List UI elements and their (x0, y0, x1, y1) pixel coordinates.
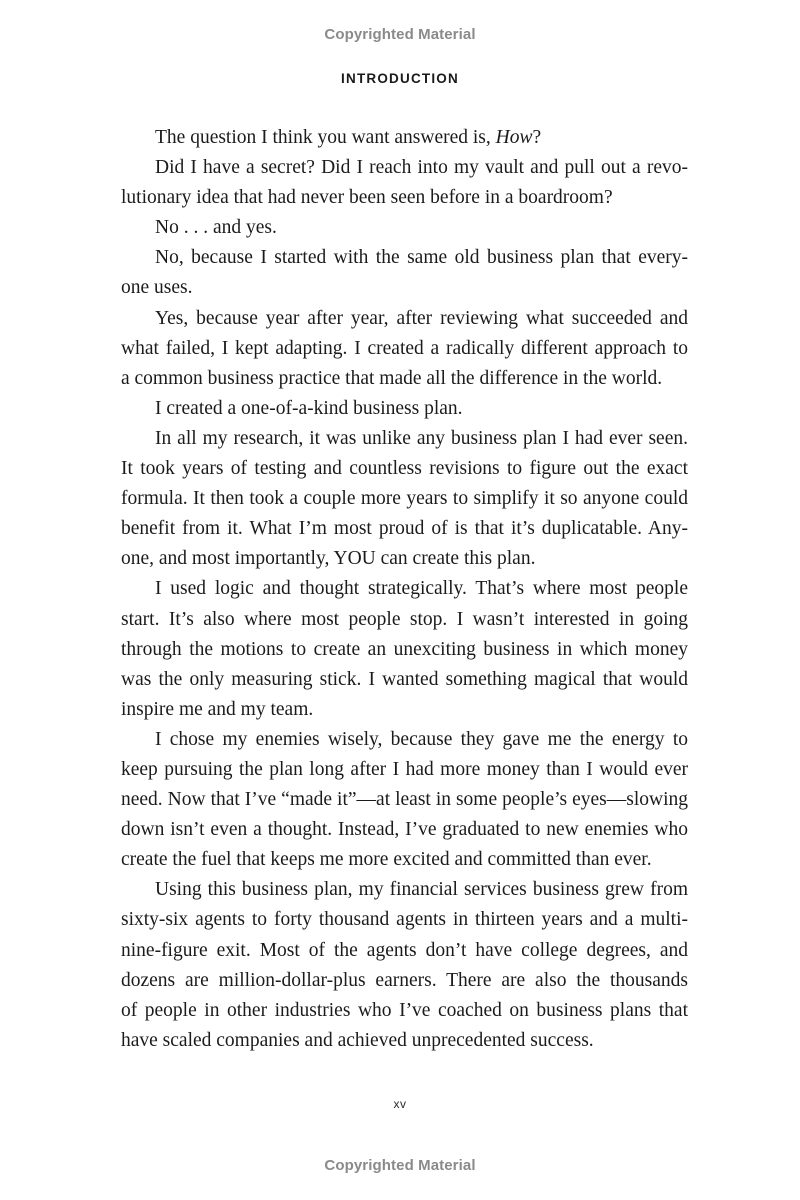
text-line: create the fuel that keeps me more excited and committed than ever. (121, 849, 652, 871)
text-line: one, and most importantly, YOU can create this plan. (121, 548, 536, 570)
paragraph (121, 574, 688, 724)
text-line: Yes, because year after year, after reviewing what succeeded and (155, 307, 688, 329)
paragraph (121, 424, 688, 574)
paragraph (121, 243, 688, 303)
paragraph (121, 123, 688, 153)
text-line: was the only measuring stick. I wanted something magical that would (121, 668, 688, 690)
text-line: have scaled companies and achieved unprecedented success. (121, 1029, 594, 1051)
paragraph (121, 304, 688, 394)
text-line: The question I think you want answered is, How? (155, 127, 542, 148)
text-line: what failed, I kept adapting. I created a radically different approach to (121, 337, 688, 359)
text-line: dozens are million-dollar-plus earners. There are also the thousands (121, 969, 688, 991)
text-line: down isn’t even a thought. Instead, I’ve graduated to new enemies who (121, 819, 688, 841)
text-line: one uses. (121, 277, 193, 299)
text-line: of people in other industries who I’ve coached on business plans that (121, 999, 688, 1021)
text-line: No . . . and yes. (155, 217, 277, 239)
text-line: benefit from it. What I’m most proud of is that it’s duplicatable. Any- (121, 518, 688, 540)
text-line: I chose my enemies wisely, because they gave me the energy to (155, 728, 688, 750)
paragraph (121, 394, 688, 424)
emphasis-text: How (495, 127, 533, 148)
text-line: No, because I started with the same old business plan that every- (155, 247, 688, 269)
page-number: xv (393, 1097, 407, 1111)
paragraph (121, 875, 688, 1056)
text-line: Did I have a secret? Did I reach into my vault and pull out a revo- (155, 157, 688, 179)
text-line: I used logic and thought strategically. That’s where most people (155, 578, 688, 600)
text-line: need. Now that I’ve “made it”—at least in some people’s eyes—slowing (121, 789, 688, 811)
text-line: a common business practice that made all the difference in the world. (121, 367, 663, 389)
copyright-watermark-bottom: Copyrighted Material (324, 1157, 476, 1174)
text-line: It took years of testing and countless revisions to figure out the exact (121, 458, 688, 480)
text-line: sixty-six agents to forty thousand agents in thirteen years and a multi- (121, 909, 688, 931)
copyright-watermark-top: Copyrighted Material (324, 26, 476, 43)
text-line: I created a one-of-a-kind business plan. (155, 397, 463, 419)
paragraph (121, 213, 688, 243)
paragraph (121, 153, 688, 213)
paragraph (121, 725, 688, 875)
text-line: In all my research, it was unlike any business plan I had ever seen. (155, 427, 688, 449)
body-text (121, 123, 688, 1056)
text-line: nine-figure exit. Most of the agents don’t have college degrees, and (121, 939, 688, 961)
text-line: inspire me and my team. (121, 698, 314, 720)
chapter-running-head: INTRODUCTION (341, 71, 459, 86)
text-line: Using this business plan, my financial services business grew from (155, 879, 688, 901)
text-line: formula. It then took a couple more years to simplify it so anyone could (121, 488, 688, 510)
text-line: keep pursuing the plan long after I had more money than I would ever (121, 758, 688, 780)
text-line: lutionary idea that had never been seen before in a boardroom? (121, 187, 613, 209)
text-line: start. It’s also where most people stop. I wasn’t interested in going (121, 608, 688, 630)
text-line: through the motions to create an unexciting business in which money (121, 638, 688, 660)
